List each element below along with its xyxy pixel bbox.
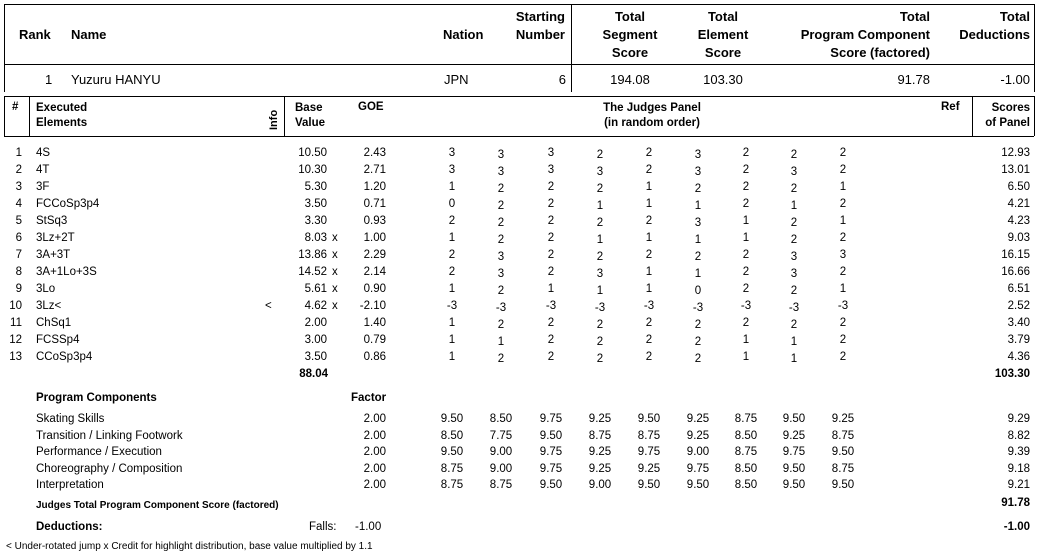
element-judge-score: -3 (594, 302, 606, 314)
element-judge-score: 1 (790, 353, 798, 365)
element-judge-score: 2 (839, 147, 847, 159)
component-judge-score: 9.25 (686, 429, 710, 442)
element-judge-score: 2 (694, 183, 702, 195)
element-judge-score: 1 (645, 266, 653, 278)
element-judge-score: 1 (839, 215, 847, 227)
element-judge-score: -3 (643, 300, 655, 312)
element-code: FCCoSp3p4 (36, 198, 100, 210)
element-judge-score: 1 (596, 234, 604, 246)
component-judge-score: 9.00 (489, 462, 513, 475)
element-base-value: 3.00 (304, 334, 327, 346)
element-code: FCSSp4 (36, 334, 80, 346)
component-judge-score: 8.75 (734, 446, 758, 459)
element-judge-score: 2 (742, 147, 750, 159)
element-judge-score: 2 (742, 266, 750, 278)
component-judge-score: 9.25 (588, 462, 612, 475)
component-judge-score: 9.00 (588, 479, 612, 492)
element-judge-score: 3 (497, 251, 505, 263)
skater-component-score: 91.78 (897, 72, 930, 87)
element-judge-score: 3 (694, 217, 702, 229)
component-judge-score: 8.75 (637, 429, 661, 442)
element-judge-score: 2 (645, 317, 653, 329)
element-number: 13 (9, 351, 22, 363)
element-judge-score: 2 (790, 183, 798, 195)
element-goe: 2.71 (363, 164, 386, 176)
element-judge-score: 1 (596, 200, 604, 212)
elements-header-ref: Ref (941, 101, 960, 113)
falls-value: -1.00 (355, 521, 382, 533)
element-judge-score: 2 (790, 234, 798, 246)
element-base-value: 3.30 (304, 215, 327, 227)
element-panel-score: 9.03 (1007, 232, 1030, 244)
element-judge-score: 2 (448, 249, 456, 261)
element-base-value: 14.52 (298, 266, 327, 278)
element-judge-score: 1 (742, 232, 750, 244)
element-judge-score: 3 (596, 166, 604, 178)
header-bottom-border (4, 64, 1034, 65)
element-judge-score: 2 (645, 215, 653, 227)
element-judge-score: 2 (596, 251, 604, 263)
element-judge-score: 2 (547, 232, 555, 244)
component-judge-score: 8.75 (588, 429, 612, 442)
element-code: 4S (36, 147, 51, 159)
element-code: 3F (36, 181, 50, 193)
element-judge-score: 3 (497, 268, 505, 280)
elements-header-num: # (12, 101, 19, 113)
element-base-value: 10.30 (298, 164, 327, 176)
element-panel-score: 12.93 (1001, 147, 1030, 159)
component-judge-score: 9.50 (440, 413, 464, 425)
element-judge-score: 2 (596, 217, 604, 229)
element-panel-score: 13.01 (1001, 164, 1030, 176)
header-total-deductions: Total Deductions (959, 9, 1030, 42)
component-name: Choreography / Composition (36, 462, 183, 475)
header-program-component-score: Total Program Component Score (factored) (800, 9, 930, 60)
component-judge-score: 9.75 (637, 446, 661, 459)
component-judge-score: 8.50 (734, 462, 758, 475)
element-judge-score: 2 (742, 249, 750, 261)
component-judge-score: 9.25 (686, 413, 710, 425)
component-judge-score: 9.75 (539, 413, 563, 425)
component-judge-score: 8.75 (440, 479, 464, 492)
element-panel-score: 2.52 (1007, 300, 1030, 312)
components-total-label: Judges Total Program Component Score (factored) (36, 500, 279, 511)
element-judge-score: 2 (839, 266, 847, 278)
element-judge-score: 2 (547, 215, 555, 227)
element-number: 4 (15, 198, 22, 210)
component-judge-score: 9.50 (831, 446, 855, 459)
component-factor: 2.00 (363, 429, 386, 442)
component-judge-score: 9.50 (539, 429, 563, 442)
element-goe: 0.93 (363, 215, 386, 227)
component-judge-score: 9.50 (686, 479, 710, 492)
header-starting-number: Starting Number (515, 9, 565, 42)
components-title: Program Components (36, 392, 157, 404)
element-judge-score: 1 (596, 285, 604, 297)
component-factor: 2.00 (363, 462, 386, 475)
element-judge-score: 2 (694, 251, 702, 263)
element-judge-score: 2 (497, 285, 505, 297)
element-base-value: 8.03 (304, 232, 327, 244)
header-right-border (1034, 4, 1035, 92)
element-panel-score: 4.36 (1007, 351, 1030, 363)
element-number: 5 (15, 215, 22, 227)
element-judge-score: 2 (497, 319, 505, 331)
element-judge-score: 1 (497, 336, 505, 348)
component-panel-score: 9.39 (1007, 446, 1030, 459)
component-judge-score: 9.50 (831, 479, 855, 492)
element-judge-score: 0 (694, 285, 702, 297)
element-judge-score: 1 (839, 181, 847, 193)
element-highlight-mark: x (332, 266, 338, 278)
elements-header-info: Info (268, 109, 280, 130)
element-panel-score: 4.23 (1007, 215, 1030, 227)
element-judge-score: 2 (596, 149, 604, 161)
skater-element-score: 103.30 (703, 72, 743, 87)
element-number: 9 (15, 283, 22, 295)
element-panel-score: 6.51 (1007, 283, 1030, 295)
element-judge-score: 2 (596, 353, 604, 365)
element-judge-score: 2 (497, 234, 505, 246)
header-nation: Nation (443, 27, 484, 42)
component-judge-score: 9.25 (588, 413, 612, 425)
element-goe: 1.00 (363, 232, 386, 244)
component-judge-score: 8.50 (489, 413, 513, 425)
element-goe: 0.71 (363, 198, 386, 210)
element-judge-score: 2 (839, 232, 847, 244)
components-factor-header: Factor (351, 392, 387, 404)
element-judge-score: 3 (497, 149, 505, 161)
element-judge-score: 2 (547, 266, 555, 278)
element-code: CCoSp3p4 (36, 351, 93, 363)
element-judge-score: 2 (839, 351, 847, 363)
element-judge-score: 2 (742, 317, 750, 329)
element-judge-score: 1 (448, 351, 456, 363)
elements-total-score: 103.30 (994, 368, 1030, 380)
element-judge-score: 2 (497, 183, 505, 195)
element-goe: 2.43 (363, 147, 386, 159)
component-judge-score: 9.25 (831, 413, 855, 425)
component-judge-score: 7.75 (489, 429, 513, 442)
element-judge-score: 2 (790, 217, 798, 229)
component-name: Skating Skills (36, 413, 105, 425)
element-judge-score: 1 (645, 283, 653, 295)
skater-deductions: -1.00 (1000, 72, 1030, 87)
eh-border-left (4, 96, 5, 136)
elements-total-base: 88.04 (299, 368, 328, 380)
element-base-value: 2.00 (304, 317, 327, 329)
element-judge-score: 2 (547, 317, 555, 329)
element-judge-score: 3 (547, 147, 555, 159)
header-top-border (4, 4, 1034, 5)
element-judge-score: 2 (448, 215, 456, 227)
element-code: 3A+3T (36, 249, 71, 261)
header-left-border (4, 4, 5, 92)
header-total-element-score: Total Element Score (697, 9, 749, 60)
element-panel-score: 4.21 (1007, 198, 1030, 210)
component-judge-score: 9.25 (782, 429, 806, 442)
element-judge-score: -3 (788, 302, 800, 314)
element-judge-score: 2 (497, 217, 505, 229)
skater-name: Yuzuru HANYU (71, 72, 161, 87)
element-goe: 0.90 (363, 283, 386, 295)
element-code: 3Lo (36, 283, 56, 295)
element-base-value: 3.50 (304, 351, 327, 363)
component-judge-score: 8.50 (734, 429, 758, 442)
component-judge-score: 8.75 (734, 413, 758, 425)
element-judge-score: 3 (694, 166, 702, 178)
component-judge-score: 8.50 (734, 479, 758, 492)
elements-header-judges-panel: The Judges Panel (in random order) (603, 102, 701, 129)
element-goe: 0.79 (363, 334, 386, 346)
elements-header-top (4, 96, 1034, 97)
element-number: 6 (15, 232, 22, 244)
element-judge-score: 3 (547, 164, 555, 176)
element-judge-score: 3 (694, 149, 702, 161)
element-panel-score: 3.79 (1007, 334, 1030, 346)
element-judge-score: -3 (740, 300, 752, 312)
element-goe: 2.29 (363, 249, 386, 261)
component-judge-score: 8.75 (831, 429, 855, 442)
element-judge-score: 2 (742, 164, 750, 176)
element-highlight-mark: x (332, 249, 338, 261)
element-panel-score: 3.40 (1007, 317, 1030, 329)
elements-header-goe: GOE (358, 101, 384, 113)
element-judge-score: 1 (742, 351, 750, 363)
element-judge-score: 2 (547, 351, 555, 363)
element-judge-score: -3 (545, 300, 557, 312)
element-judge-score: 2 (645, 351, 653, 363)
element-judge-score: 1 (448, 283, 456, 295)
element-judge-score: 2 (839, 164, 847, 176)
element-goe: -2.10 (359, 300, 386, 312)
component-judge-score: 9.25 (588, 446, 612, 459)
element-judge-score: 1 (790, 200, 798, 212)
element-judge-score: 2 (742, 198, 750, 210)
element-base-value: 5.61 (304, 283, 327, 295)
element-judge-score: -3 (692, 302, 704, 314)
element-judge-score: 2 (790, 285, 798, 297)
element-judge-score: 3 (839, 249, 847, 261)
element-number: 3 (15, 181, 22, 193)
components-total-score: 91.78 (1001, 497, 1030, 509)
element-code: 3A+1Lo+3S (36, 266, 97, 278)
eh-border-num (29, 96, 30, 136)
header-divider (571, 4, 572, 92)
element-base-value: 4.62 (304, 300, 327, 312)
element-judge-score: 2 (790, 319, 798, 331)
element-judge-score: 2 (645, 147, 653, 159)
element-judge-score: 2 (547, 181, 555, 193)
element-judge-score: 2 (790, 149, 798, 161)
element-judge-score: 0 (448, 198, 456, 210)
component-judge-score: 9.50 (539, 479, 563, 492)
component-judge-score: 9.50 (782, 479, 806, 492)
component-panel-score: 8.82 (1007, 429, 1030, 442)
element-number: 7 (15, 249, 22, 261)
component-name: Performance / Execution (36, 446, 162, 459)
element-base-value: 13.86 (298, 249, 327, 261)
element-judge-score: 2 (497, 353, 505, 365)
component-factor: 2.00 (363, 413, 386, 425)
element-judge-score: 1 (645, 181, 653, 193)
component-judge-score: 8.50 (440, 429, 464, 442)
element-judge-score: 2 (742, 283, 750, 295)
element-base-value: 5.30 (304, 181, 327, 193)
element-judge-score: 1 (645, 232, 653, 244)
header-name: Name (71, 27, 107, 42)
component-judge-score: 9.75 (539, 462, 563, 475)
component-judge-score: 9.75 (782, 446, 806, 459)
element-code: ChSq1 (36, 317, 72, 329)
element-judge-score: 3 (448, 164, 456, 176)
element-judge-score: 1 (790, 336, 798, 348)
deductions-label: Deductions: (36, 521, 103, 533)
element-judge-score: 1 (547, 283, 555, 295)
component-judge-score: 9.50 (637, 479, 661, 492)
component-judge-score: 9.50 (782, 462, 806, 475)
element-number: 11 (10, 317, 22, 329)
skater-nation: JPN (444, 72, 469, 87)
element-judge-score: 2 (839, 317, 847, 329)
component-judge-score: 8.75 (831, 462, 855, 475)
element-panel-score: 16.66 (1001, 266, 1030, 278)
element-judge-score: 3 (448, 147, 456, 159)
element-base-value: 3.50 (304, 198, 327, 210)
component-judge-score: 9.00 (489, 446, 513, 459)
component-factor: 2.00 (363, 479, 386, 492)
element-judge-score: 2 (596, 319, 604, 331)
element-number: 2 (15, 164, 22, 176)
element-judge-score: 2 (448, 266, 456, 278)
element-goe: 1.40 (363, 317, 386, 329)
element-highlight-mark: x (332, 283, 338, 295)
element-base-value: 10.50 (298, 147, 327, 159)
skater-starting-number: 6 (558, 72, 566, 87)
component-panel-score: 9.29 (1007, 413, 1030, 425)
element-judge-score: 1 (448, 317, 456, 329)
element-judge-score: 1 (448, 334, 456, 346)
element-judge-score: 3 (497, 166, 505, 178)
element-judge-score: 2 (839, 334, 847, 346)
element-judge-score: 2 (742, 181, 750, 193)
element-number: 12 (9, 334, 22, 346)
element-judge-score: 2 (694, 319, 702, 331)
eh-border-info (284, 96, 285, 136)
footnote: < Under-rotated jump x Credit for highlight distribution, base value multiplied by 1.1 (6, 541, 373, 552)
component-judge-score: 9.50 (440, 446, 464, 459)
eh-border-right (1034, 96, 1035, 136)
element-judge-score: 2 (694, 336, 702, 348)
elements-header-executed: Executed Elements (36, 102, 88, 129)
element-judge-score: 1 (742, 215, 750, 227)
element-judge-score: 2 (645, 164, 653, 176)
element-judge-score: 1 (742, 334, 750, 346)
component-judge-score: 9.00 (686, 446, 710, 459)
element-judge-score: 2 (547, 334, 555, 346)
element-code: 3Lz+2T (36, 232, 75, 244)
element-judge-score: 1 (694, 234, 702, 246)
element-judge-score: 2 (645, 334, 653, 346)
element-code: 3Lz< (36, 300, 62, 312)
element-goe: 0.86 (363, 351, 386, 363)
element-judge-score: 1 (448, 232, 456, 244)
element-judge-score: 2 (596, 336, 604, 348)
component-panel-score: 9.18 (1007, 462, 1030, 475)
elements-header-base-value: Base Value (295, 102, 326, 129)
element-judge-score: 1 (694, 268, 702, 280)
falls-label: Falls: (309, 521, 337, 533)
component-judge-score: 9.25 (637, 462, 661, 475)
element-judge-score: 3 (790, 166, 798, 178)
eh-border-ref (972, 96, 973, 136)
element-judge-score: 3 (596, 268, 604, 280)
component-judge-score: 8.75 (440, 462, 464, 475)
element-judge-score: -3 (495, 302, 507, 314)
element-info: < (265, 300, 272, 312)
component-judge-score: 8.75 (489, 479, 513, 492)
element-goe: 2.14 (363, 266, 386, 278)
element-judge-score: 2 (694, 353, 702, 365)
element-judge-score: 2 (547, 249, 555, 261)
element-judge-score: 2 (645, 249, 653, 261)
header-total-segment-score: Total Segment Score (602, 9, 658, 60)
component-name: Interpretation (36, 479, 104, 492)
element-panel-score: 6.50 (1007, 181, 1030, 193)
component-name: Transition / Linking Footwork (36, 429, 183, 442)
element-highlight-mark: x (332, 300, 338, 312)
element-judge-score: 2 (596, 183, 604, 195)
deductions-total: -1.00 (1003, 521, 1030, 533)
element-number: 10 (9, 300, 22, 312)
element-judge-score: 1 (694, 200, 702, 212)
component-judge-score: 9.50 (782, 413, 806, 425)
component-judge-score: 9.75 (686, 462, 710, 475)
element-number: 8 (15, 266, 22, 278)
component-judge-score: 9.50 (637, 413, 661, 425)
component-panel-score: 9.21 (1007, 479, 1030, 492)
element-number: 1 (15, 147, 22, 159)
skater-segment-score: 194.08 (610, 72, 650, 87)
element-judge-score: 1 (839, 283, 847, 295)
element-code: 4T (36, 164, 50, 176)
component-factor: 2.00 (363, 446, 386, 459)
element-judge-score: 1 (645, 198, 653, 210)
skater-rank: 1 (45, 72, 53, 87)
element-judge-score: -3 (446, 300, 458, 312)
component-judge-score: 9.75 (539, 446, 563, 459)
element-judge-score: -3 (837, 300, 849, 312)
element-judge-score: 2 (497, 200, 505, 212)
element-judge-score: 3 (790, 251, 798, 263)
elements-header-scores-of-panel: Scores of Panel (985, 102, 1030, 129)
element-code: StSq3 (36, 215, 68, 227)
elements-header-bottom (4, 136, 1034, 137)
element-judge-score: 2 (839, 198, 847, 210)
element-judge-score: 2 (547, 198, 555, 210)
element-judge-score: 3 (790, 268, 798, 280)
element-highlight-mark: x (332, 232, 338, 244)
element-goe: 1.20 (363, 181, 386, 193)
header-rank: Rank (19, 27, 51, 42)
element-panel-score: 16.15 (1001, 249, 1030, 261)
element-judge-score: 1 (448, 181, 456, 193)
